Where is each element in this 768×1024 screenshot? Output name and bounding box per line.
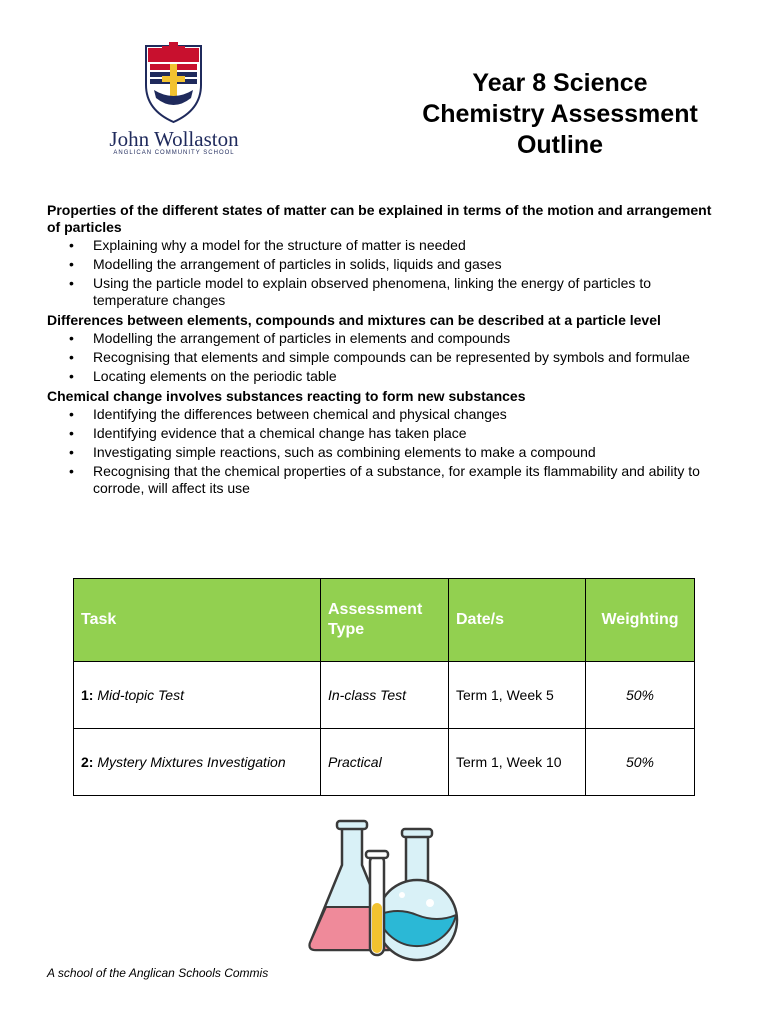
header-dates: Date/s [449,579,586,662]
date-cell: Term 1, Week 10 [449,729,586,796]
list-item: • Identifying evidence that a chemical change has taken place [93,425,727,442]
list-item: • Modelling the arrangement of particles in solids, liquids and gases [93,256,727,273]
point-list [47,237,727,309]
type-cell: In-class Test [321,662,449,729]
task-number: 2: [81,754,94,770]
title-line-2: Chemistry Assessment [422,100,698,128]
list-item: • Explaining why a model for the structure of matter is needed [93,237,727,254]
flask-icon [290,815,490,965]
header-weighting: Weighting [586,579,695,662]
title-line-3: Outline [516,131,604,159]
list-item: • Locating elements on the periodic table [93,368,727,385]
task-number: 1: [81,687,94,703]
section-heading: Properties of the different states of matter can be explained in terms of the motion and arrangement of particles [47,202,712,235]
task-cell [74,662,321,729]
school-logo [88,40,258,160]
table-row [74,662,695,729]
list-item: • Investigating simple reactions, such as combining elements to make a compound [93,444,727,461]
section-heading: Differences between elements, compounds and mixtures can be described at a particle level [47,312,661,328]
assessment-table [73,578,695,796]
curriculum-content [47,202,727,500]
table-row [74,729,695,796]
school-subtitle: ANGLICAN COMMUNITY SCHOOL [113,150,235,156]
date-cell: Term 1, Week 5 [449,662,586,729]
school-name: John Wollaston [109,127,239,151]
table-header-row [74,579,695,662]
list-item: • Identifying the differences between chemical and physical changes [93,406,727,423]
point-list [47,406,727,497]
page-title [395,68,725,161]
school-crest-icon [136,40,211,125]
header-assessment-type: Assessment Type [321,579,449,662]
list-item: • Using the particle model to explain observed phenomena, linking the energy of particles to temperature changes [93,275,727,309]
task-name: Mystery Mixtures Investigation [97,754,286,770]
header-task: Task [74,579,321,662]
list-item: • Recognising that elements and simple compounds can be represented by symbols and formulae [93,349,727,366]
section-states-of-matter [47,202,727,309]
point-list [47,330,727,385]
title-line-1: Year 8 Science [472,69,648,97]
list-item: • Modelling the arrangement of particles in elements and compounds [93,330,727,347]
weight-cell: 50% [586,662,695,729]
task-cell [74,729,321,796]
type-cell: Practical [321,729,449,796]
section-heading: Chemical change involves substances reacting to form new substances [47,388,526,404]
chemistry-flasks-illustration [290,815,490,970]
section-chemical-change [47,388,727,497]
section-elements-compounds [47,312,727,385]
list-item: • Recognising that the chemical properties of a substance, for example its flammability and ability to corrode, will affect its use [93,463,727,497]
weight-cell: 50% [586,729,695,796]
task-name: Mid-topic Test [97,687,184,703]
footer-text: A school of the Anglican Schools Commis [47,966,269,980]
